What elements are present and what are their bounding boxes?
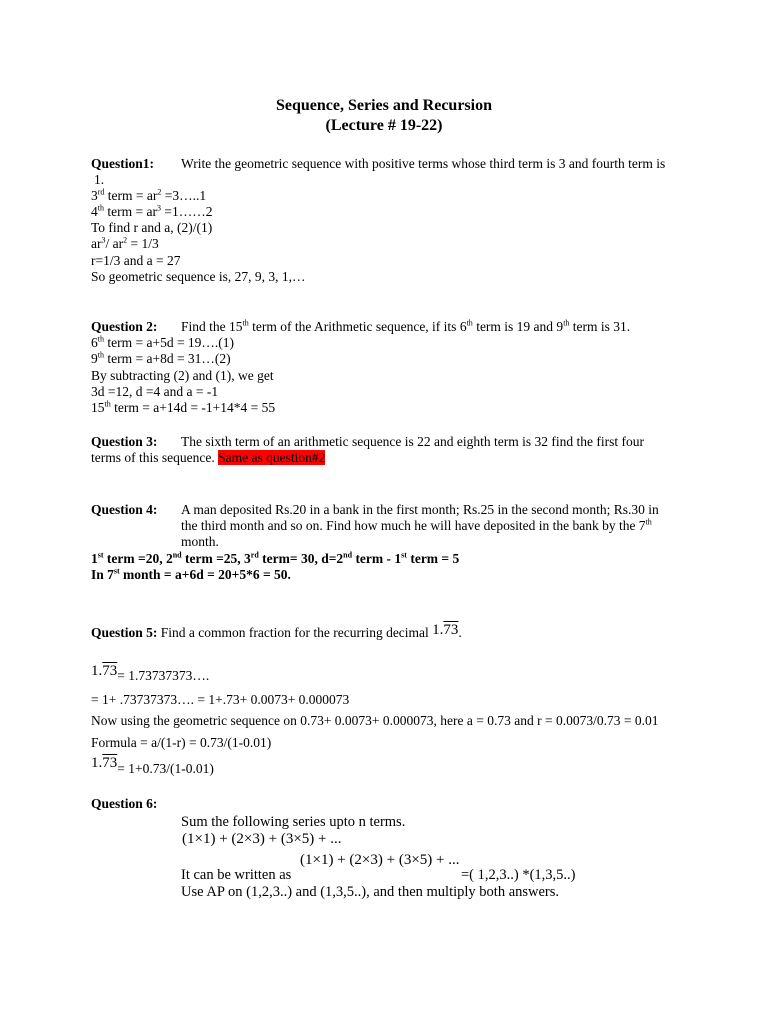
question-3-text-cont: terms of this sequence. Same as question#2: [91, 450, 326, 465]
q6-series: (1×1) + (2×3) + (3×5) + ...: [182, 831, 342, 847]
question-4-label: Question 4:: [91, 502, 158, 517]
question-5: Question 5: Find a common fraction for the recurring decimal 1.73.: [91, 622, 462, 640]
question-4-text-3: month.: [181, 534, 219, 549]
q5-line-3: Now using the geometric sequence on 0.73+ 0.0073+ 0.000073, here a = 0.73 and r = 0.0073/0.73 = 0.01: [91, 713, 659, 728]
question-1-label: Question1:: [91, 156, 155, 171]
q2-line-4: 3d =12, d =4 and a = -1: [91, 384, 219, 399]
q6-line-1: Sum the following series upto n terms.: [181, 814, 406, 830]
question-3-text: The sixth term of an arithmetic sequence is 22 and eighth term is 32 find the first four: [181, 434, 645, 449]
document-subtitle: (Lecture # 19-22): [325, 117, 443, 134]
q1-line-4: $ar^3/$ $ar^2 = 1/3$: [91, 235, 159, 251]
q1-line-6: So geometric sequence is, 27, 9, 3, 1,…: [91, 269, 306, 284]
q6-line-2b: =( 1,2,3..) *(1,3,5..): [461, 867, 576, 883]
question-2-text: Find the 15th term of the Arithmetic sequence, if its 6th term is 19 and 9th term is 31.: [181, 318, 631, 334]
q2-line-1: 6th term = a+5d = 19….(1): [91, 334, 235, 350]
q1-line-5: r=1/3 and a = 27: [91, 253, 181, 268]
q6-line-3: Use AP on (1,2,3..) and (1,3,5..), and then multiply both answers.: [181, 884, 560, 900]
question-4-text-2: the third month and so on. Find how much he will have deposited in the bank by the 7th: [181, 517, 652, 533]
q6-line-2: It can be written as: [181, 867, 292, 883]
same-as-note: Same as question#2: [218, 450, 326, 465]
q4-answer-2: In 7st month = a+6d = 20+5*6 = 50.: [91, 566, 291, 582]
question-3-label: Question 3:: [91, 434, 158, 449]
q5-line-2: = 1+ .73737373…. = 1+.73+ 0.0073+ 0.000073: [91, 692, 350, 707]
q1-line-1: 3rd term = $ar^2$ =3…..1: [91, 187, 207, 203]
q6-series-repeat: (1×1) + (2×3) + (3×5) + ...: [300, 852, 460, 868]
q2-line-5: 15th term = a+14d = -1+14*4 = 55: [91, 399, 276, 415]
document-title: Sequence, Series and Recursion: [276, 97, 492, 114]
q4-answer-1: 1st term =20, 2nd term =25, 3rd term= 30, d=2nd term - 1st term = 5: [91, 550, 460, 566]
question-1-text-cont: 1.: [94, 172, 105, 187]
q1-line-2: 4th term = $ar^3$ =1……2: [91, 203, 213, 219]
question-4-text-1: A man deposited Rs.20 in a bank in the first month; Rs.25 in the second month; Rs.30 in: [181, 502, 659, 517]
q5-line-4: Formula = a/(1-r) = 0.73/(1-0.01): [91, 735, 272, 750]
q2-line-2: 9th term = a+8d = 31…(2): [91, 350, 231, 366]
q2-line-3: By subtracting (2) and (1), we get: [91, 368, 274, 383]
question-1-text: Write the geometric sequence with positive terms whose third term is 3 and fourth term is: [181, 156, 666, 171]
q5-line-1: 1.73= 1.73737373….: [91, 663, 210, 683]
q1-line-3: To find r and a, (2)/(1): [91, 220, 213, 235]
question-2-label: Question 2:: [91, 319, 158, 334]
question-6-label: Question 6:: [91, 796, 158, 811]
q5-line-5: 1.73= 1+0.73/(1-0.01): [91, 755, 214, 776]
